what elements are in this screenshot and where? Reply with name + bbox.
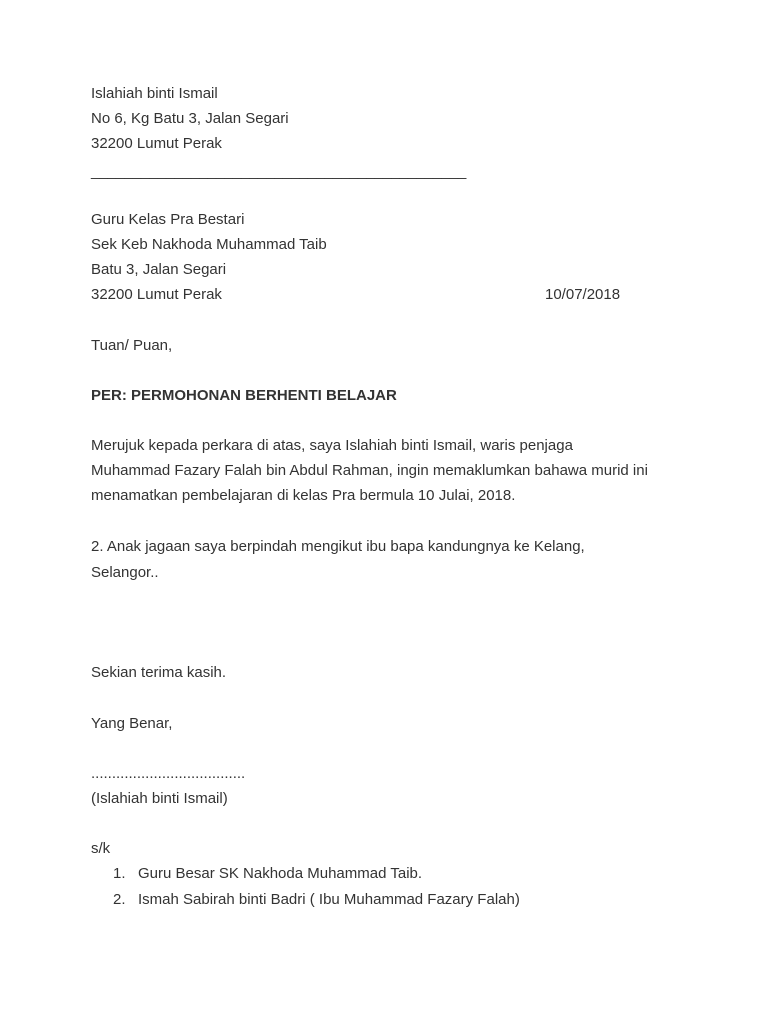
cc-label: s/k [91, 840, 111, 857]
cc-item-text: Guru Besar SK Nakhoda Muhammad Taib. [138, 865, 423, 882]
closing-thanks: Sekian terima kasih. [91, 664, 227, 681]
cc-item-number: 2. [113, 891, 126, 908]
salutation: Tuan/ Puan, [91, 337, 173, 354]
body-para2-line1: 2. Anak jagaan saya berpindah mengikut ibu bapa kandungnya ke Kelang, [91, 538, 585, 555]
cc-item-number: 1. [113, 865, 126, 882]
letter-date: 10/07/2018 [545, 286, 621, 303]
closing-sign-off: Yang Benar, [91, 715, 173, 732]
body-para1-line1: Merujuk kepada perkara di atas, saya Islahiah binti Ismail, waris penjaga [91, 437, 573, 454]
signature-line: ..................................... [91, 765, 246, 782]
recipient-line3: Batu 3, Jalan Segari [91, 261, 227, 278]
sender-divider: _____________________________________________ [91, 163, 467, 180]
recipient-line1: Guru Kelas Pra Bestari [91, 211, 245, 228]
cc-item-text: Ismah Sabirah binti Badri ( Ibu Muhammad Fazary Falah) [138, 891, 520, 908]
signatory-name: (Islahiah binti Ismail) [91, 790, 228, 807]
body-para1-line2: Muhammad Fazary Falah bin Abdul Rahman, ingin memaklumkan bahawa murid ini [91, 462, 648, 479]
sender-address-line1: No 6, Kg Batu 3, Jalan Segari [91, 110, 289, 127]
recipient-line4: 32200 Lumut Perak [91, 286, 222, 303]
body-para1-line3: menamatkan pembelajaran di kelas Pra bermula 10 Julai, 2018. [91, 487, 516, 504]
subject-line: PER: PERMOHONAN BERHENTI BELAJAR [91, 387, 397, 404]
recipient-line2: Sek Keb Nakhoda Muhammad Taib [91, 236, 327, 253]
body-para2-line2: Selangor.. [91, 564, 159, 581]
sender-name: Islahiah binti Ismail [91, 85, 218, 102]
sender-address-line2: 32200 Lumut Perak [91, 135, 222, 152]
